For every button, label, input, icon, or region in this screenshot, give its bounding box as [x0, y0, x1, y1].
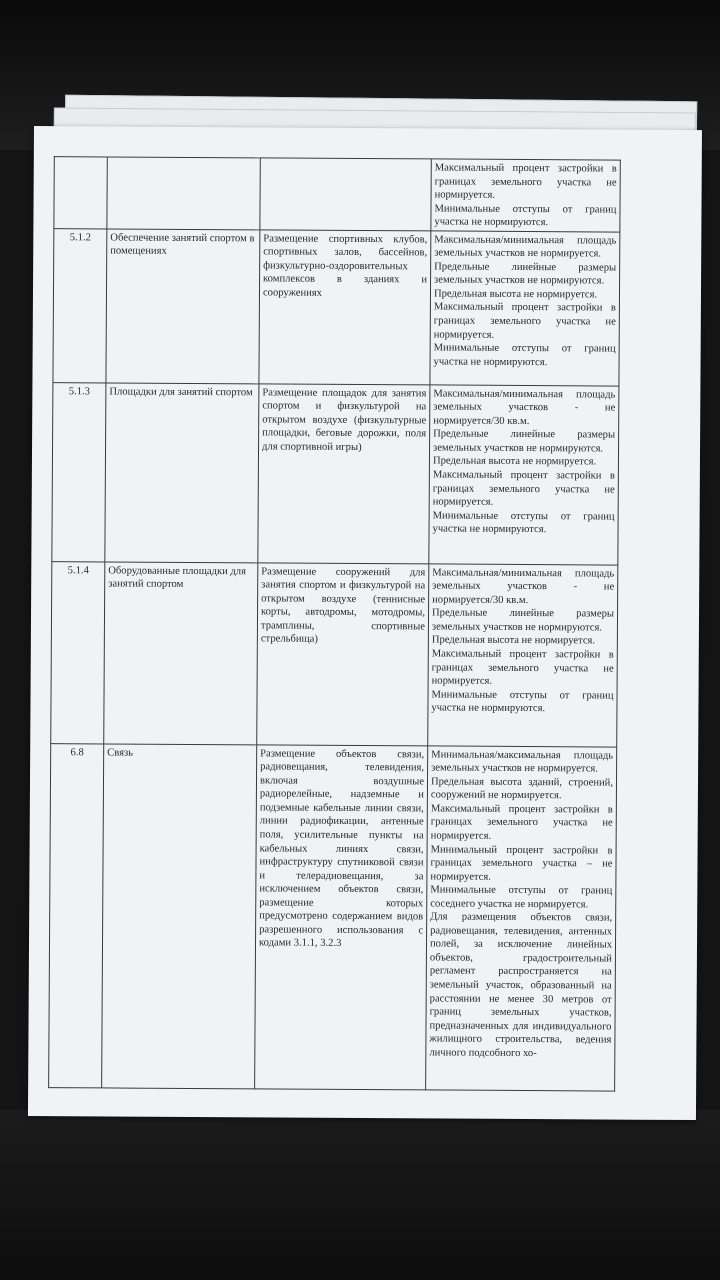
land-use-regulations-table [48, 156, 621, 1091]
car-seat-background-bottom [0, 1110, 720, 1280]
param-text: Предельная высота зданий, строений, сооружений не нормируется. [430, 776, 614, 802]
param-text: Максимальный процент застройки в границах земельного участка не нормируется. [433, 301, 616, 341]
table-row [49, 743, 617, 1090]
row-name: Площадки для занятий спортом [105, 383, 259, 563]
row-description: Размещение объектов связи, радиовещания, телевидения, включая воздушные радиорелейные, надземные и подземные кабельные линии связи, линии радиофикации, антенные поля, усилительные пункты на кабельных линиях связи, инфраструктуру спутниковой связи и телерадиовещания, за исключением объектов связи, размещение которых предусмотрено содержанием видов разрешенного использования с кодами 3.1.1, 3.2.3 [255, 745, 428, 1090]
param-text: Максимальный процент застройки в границах земельного участка не нормируется. [431, 648, 614, 687]
row-name: Обеспечение занятий спортом в помещениях [106, 229, 260, 384]
param-text: Предельная высота не нормируется. [433, 288, 598, 301]
param-text: Максимальный процент застройки в границах земельного участка не нормируется. [430, 803, 613, 842]
row-params [429, 385, 619, 565]
param-text: Предельные линейные размеры земельных участков не нормируются. [431, 607, 615, 634]
row-code [54, 157, 107, 229]
table-row [53, 228, 620, 385]
param-text: Максимальная/минимальная площадь земельных участков не нормируется. [434, 234, 617, 260]
document-page [28, 126, 702, 1120]
row-description [260, 158, 431, 231]
table-row [51, 561, 618, 746]
param-text: Предельная высота не нормируется. [431, 634, 596, 647]
param-text: Минимальная/максимальная площадь земельных участков не нормируется. [431, 749, 614, 775]
row-params [431, 159, 620, 232]
row-description: Размещение спортивных клубов, спортивных залов, бассейнов, физкультурно-оздоровительных комплексов в зданиях и сооружениях [259, 230, 431, 385]
param-text: Минимальные отступы от границ участка не нормируются. [431, 689, 614, 715]
param-text: Для размещения объектов связи, радиовещания, телевидения, антенных полей, за исключение линейных объектов, градостроительный регламент распространяется на земельный участок, образованный на расстоянии не менее 30 метров от границ земельных участков, предназначенных для индивидуального жилищного строительства, ведения личного подсобного хо- [429, 911, 613, 1059]
row-code: 5.1.2 [53, 228, 107, 382]
row-name [107, 157, 260, 230]
row-code: 5.1.3 [52, 382, 106, 561]
param-text: Максимальный процент застройки в границах земельного участка не нормируется. [432, 469, 615, 508]
param-text: Минимальные отступы от границ участка не нормируются. [432, 510, 615, 536]
param-text: Предельные линейные размеры земельных участков не нормируются. [433, 428, 616, 455]
param-text: Минимальные отступы от границ участка не нормируются. [433, 342, 616, 368]
row-code: 5.1.4 [51, 561, 105, 743]
param-text: Минимальные отступы от границ участка не нормируются. [434, 203, 617, 229]
param-text: Минимальный процент застройки в границах земельного участка – не нормируется. [430, 843, 613, 883]
row-code: 6.8 [49, 743, 104, 1087]
param-text: Максимальный процент застройки в границах земельного участка не нормируется. [434, 162, 617, 201]
param-text: Предельная высота не нормируется. [432, 455, 597, 468]
row-description: Размещение сооружений для занятия спортом и физкультурой на открытом воздухе (теннисные корты, автодромы, мотодромы, трамплины, спортивные стрельбища) [257, 563, 429, 746]
row-description: Размещение площадок для занятия спортом и физкультурой на открытом воздухе (физкультурные площадки, беговые дорожки, поля для спортивной игры) [258, 384, 430, 564]
row-params [430, 231, 620, 386]
param-text: Предельные линейные размеры земельных участков не нормируются. [434, 261, 617, 287]
table-row [52, 382, 619, 564]
param-text: Минимальные отступы от границ соседнего участка не нормируется. [430, 884, 613, 911]
row-name: Связь [102, 744, 257, 1089]
row-params [428, 564, 618, 747]
param-text: Максимальная/минимальная площадь земельных участков - не нормируется/30 кв.м. [433, 388, 616, 427]
table-row [54, 157, 620, 232]
row-name: Оборудованные площадки для занятий спортом [104, 562, 258, 745]
param-text: Максимальная/минимальная площадь земельных участков - не нормируется/30 кв.м. [432, 567, 615, 606]
row-params [426, 746, 617, 1091]
